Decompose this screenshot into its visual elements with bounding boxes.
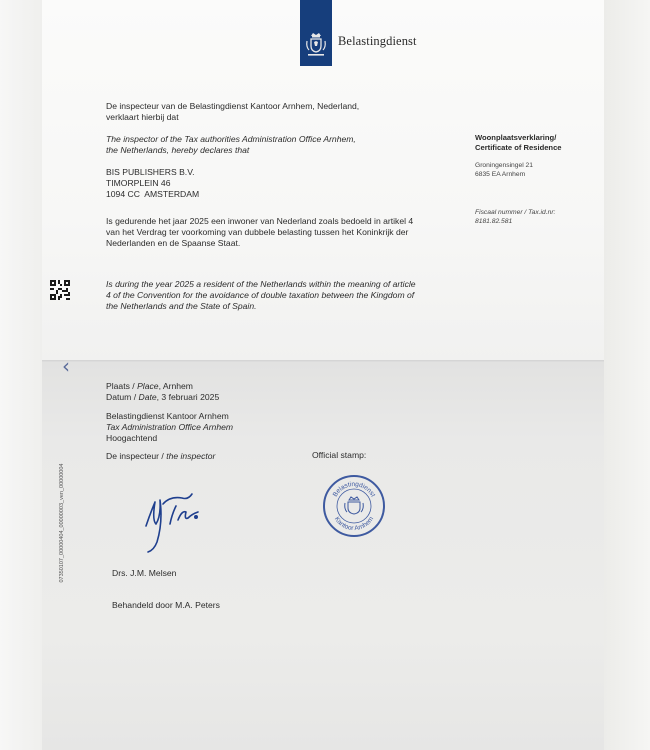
addressee-line-1: BIS PUBLISHERS B.V. [106,167,195,177]
brand-name: Belastingdienst [338,34,417,48]
statement-nl-line-2: van het Verdrag ter voorkoming van dubbele belasting tussen het Koninkrijk der [106,227,409,237]
official-stamp [322,474,386,538]
statement-en-line-2: 4 of the Convention for the avoidance of double taxation between the Kingdom of [106,290,415,300]
statement-nl-line-3: Nederlanden en de Spaanse Staat. [106,238,241,248]
intro-nl-line-2: verklaart hierbij dat [106,112,179,122]
background-right [604,0,650,750]
office-name-nl: Belastingdienst Kantoor Arnhem [106,411,229,421]
fiscal-number-value: 8181.82.581 [475,218,513,225]
margin-document-code: 07350107_00000404_00000003_ven_00000004 [59,463,65,583]
certificate-title-en: Certificate of Residence [475,143,562,152]
stamp-ring-bottom: Kantoor Arnhem [332,515,376,533]
inspector-label-en: the inspector [166,451,216,461]
date-label-en: Date [138,392,157,402]
place-line [106,381,193,391]
office-address-line-2: 6835 EA Arnhem [475,171,526,178]
qr-code [50,280,70,300]
place-label-en: Place [137,381,159,391]
office-name-en: Tax Administration Office Arnhem [106,422,234,432]
addressee-line-3: 1094 CC AMSTERDAM [106,189,200,199]
closing-greeting: Hoogachtend [106,433,158,443]
chevron-left-icon: ‹ [62,354,70,378]
statement-en-line-3: the Netherlands and the State of Spain. [106,301,257,311]
inspector-label [106,451,215,461]
statement-en-line-1: Is during the year 2025 a resident of the Netherlands within the meaning of article [106,279,416,289]
inspector-label-nl: De inspecteur / [106,451,167,461]
intro-nl-line-1: De inspecteur van de Belastingdienst Kantoor Arnhem, Nederland, [106,101,360,111]
royal-crest-icon [304,30,328,58]
certificate-document [42,0,604,750]
signer-name: Drs. J.M. Melsen [112,568,177,578]
fiscal-number-label: Fiscaal nummer / Tax.id.nr: [475,209,556,216]
date-value: , 3 februari 2025 [156,392,220,402]
place-label: Plaats / [106,381,138,391]
handwritten-signature [130,480,220,560]
addressee-line-2: TIMORPLEIN 46 [106,178,171,188]
statement-nl-line-1: Is gedurende het jaar 2025 een inwoner van Nederland zoals bedoeld in artikel 4 [106,216,414,226]
place-value: , Arnhem [158,381,193,391]
handled-by: Behandeld door M.A. Peters [112,600,220,610]
stamp-ring-top: Belastingdienst [331,480,377,499]
stamp-label: Official stamp: [312,450,367,460]
intro-en-line-1: The inspector of the Tax authorities Administration Office Arnhem, [106,134,356,144]
intro-en-line-2: the Netherlands, hereby declares that [106,145,250,155]
background-left [0,0,42,750]
date-line [106,392,219,402]
office-address-line-1: Groningensingel 21 [475,162,533,169]
certificate-title-nl: Woonplaatsverklaring/ [475,133,557,142]
date-label: Datum / [106,392,139,402]
